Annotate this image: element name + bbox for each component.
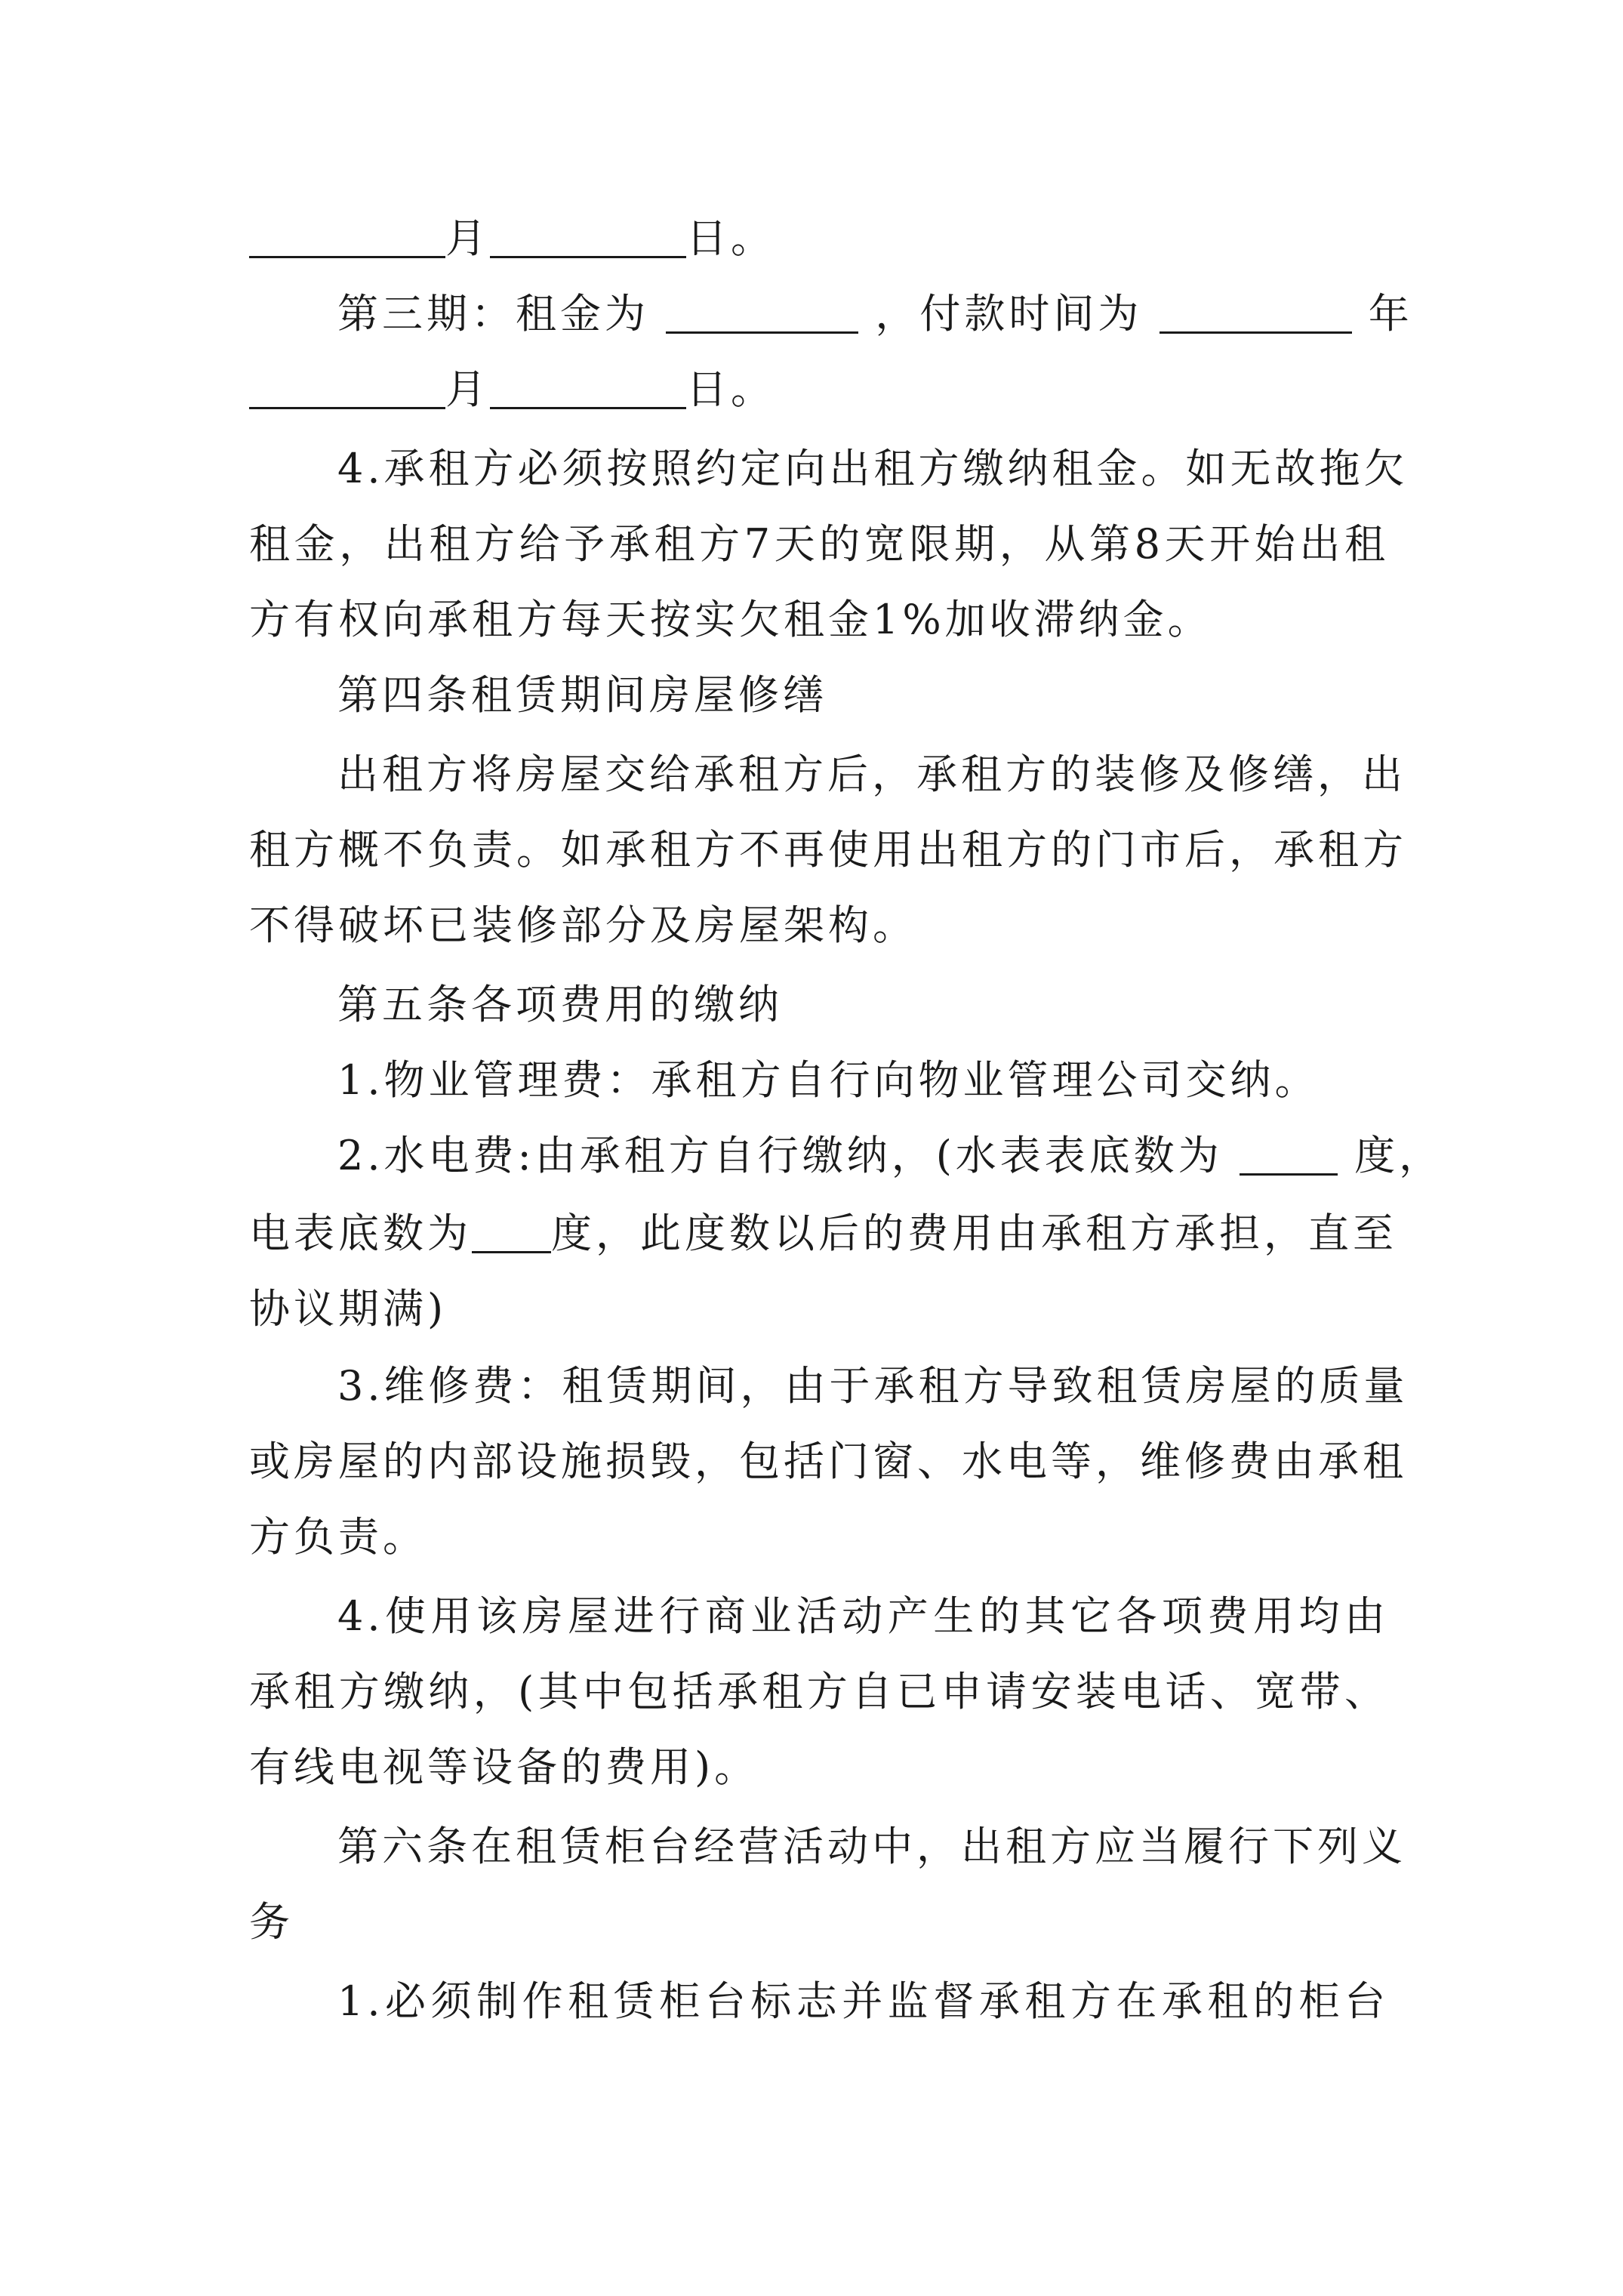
text-line: 承租方缴纳，(其中包括承租方自已申请安装电话、宽带、 [249,1668,1389,1715]
blank-field [249,214,445,258]
text-run: 度，此度数以后的费用由承租方承担，直至 [551,1210,1397,1257]
text-line [249,204,1389,273]
blank-field [1160,289,1352,334]
blank-field [490,214,686,258]
text-run: 电表底数为 [249,1210,472,1257]
text-line: 租方概不负责。如承租方不再使用出租方的门市后，承租方 [249,826,1407,874]
text-line: 4.使用该房屋进行商业活动产生的其它各项费用均由 [337,1592,1389,1640]
text-line [249,1199,1397,1268]
section-heading: 第六条在租赁柜台经营活动中，出租方应当履行下列义 [337,1823,1406,1870]
blank-field [472,1209,551,1253]
blank-field [490,365,686,409]
text-line: 有线电视等设备的费用)。 [249,1743,759,1791]
text-run: 月 [445,214,490,262]
text-line [249,1121,1444,1191]
text-run: ，付款时间为 [875,290,1143,337]
text-line: 出租方将房屋交给承租方后，承租方的装修及修缮，出 [337,750,1406,798]
text-line: 或房屋的内部设施损毁，包括门窗、水电等，维修费由承租 [249,1438,1407,1485]
text-run: 2.水电费:由承租方自行缴纳，(水表表底数为 [337,1132,1223,1179]
blank-field [1240,1131,1338,1176]
text-line: 4.承租方必须按照约定向出租方缴纳租金。如无故拖欠 [337,445,1409,492]
text-line: 务 [249,1898,294,1946]
text-line: 协议期满) [249,1285,448,1333]
text-run: 第三期：租金为 [337,290,649,337]
text-line [249,355,1389,424]
blank-field [666,289,858,334]
text-line: 1.必须制作租赁柜台标志并监督承租方在承租的柜台 [337,1977,1389,2025]
text-line: 方负责。 [249,1513,427,1561]
text-line: 不得破坏已装修部分及房屋架构。 [249,901,917,949]
text-run: 月 [445,365,490,413]
text-line: 1.物业管理费：承租方自行向物业管理公司交纳。 [337,1056,1320,1104]
text-line: 租金，出租方给予承租方7天的宽限期，从第8天开始出租 [249,520,1389,568]
text-run: 日。 [686,214,775,262]
section-heading: 第四条租赁期间房屋修缮 [337,671,827,719]
text-run: 度， [1354,1132,1444,1179]
text-line [249,279,1413,349]
text-line: 方有权向承租方每天按实欠租金1%加收滞纳金。 [249,596,1212,643]
text-line: 3.维修费：租赁期间，由于承租方导致租赁房屋的质量 [337,1362,1409,1410]
blank-field [249,365,445,409]
section-heading: 第五条各项费用的缴纳 [337,981,783,1028]
text-run: 日。 [686,365,775,413]
text-run: 年 [1368,290,1413,337]
